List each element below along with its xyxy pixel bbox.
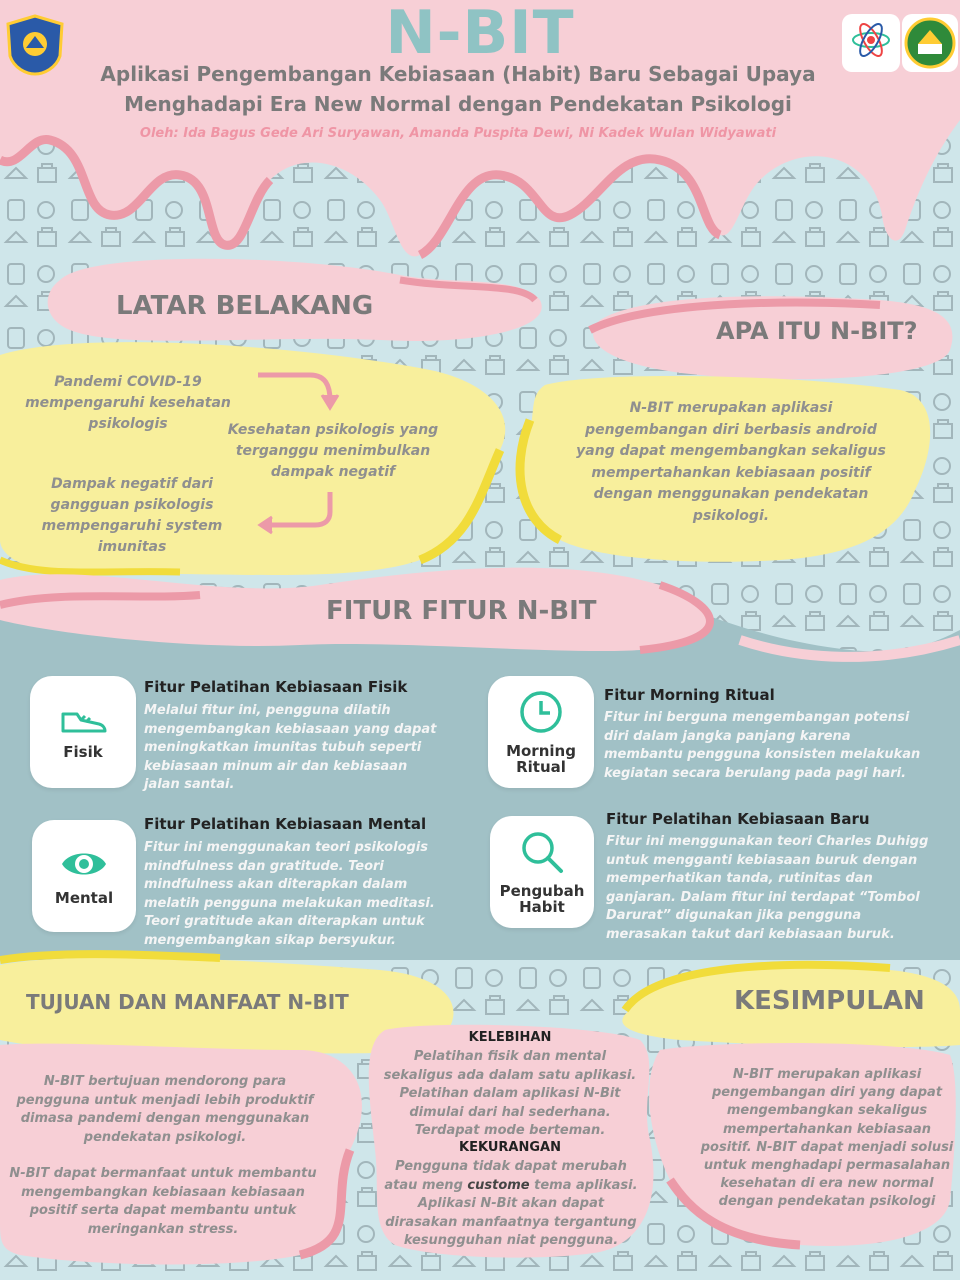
- latar-heading: LATAR BELAKANG: [116, 291, 374, 321]
- app-title: N-BIT: [385, 0, 575, 68]
- subtitle-line-2: Menghadapi Era New Normal dengan Pendekatan Psikologi: [124, 92, 792, 116]
- kekurangan-body-italic: custome: [467, 1177, 530, 1193]
- eye-icon: [60, 846, 108, 882]
- latar-point-2: Kesehatan psikologis yang terganggu menimbulkan dampak negatif: [227, 422, 439, 480]
- clock-icon: [518, 689, 564, 735]
- pengubah-body: Fitur ini menggunakan teori Charles Duhigg untuk mengganti kebiasaan buruk dengan memperhatikan tanda, rutinitas dan ganjaran. Dalam fitur ini terdapat “Tombol Darurat” digunakan jika pengguna merasakan takut dari kebiasaan buruk.: [606, 834, 929, 942]
- kekurangan-body-post: tema aplikasi. Aplikasi N-Bit akan dapat dirasakan manfaatnya tergantung kesungguhan niat pengguna.: [385, 1177, 638, 1248]
- mental-card-label: Mental: [54, 889, 114, 907]
- morning-title: Fitur Morning Ritual: [604, 686, 775, 704]
- kesimpulan-body: N-BIT merupakan aplikasi pengembangan diri yang dapat mengembangkan sekaligus mempertahankan kebiasaan positif. N-BIT dapat menjadi solusi untuk menghadapi permasalahan kesehatan di era new normal dengan pendekatan psikologi: [700, 1067, 954, 1210]
- latar-point-1: Pandemi COVID-19 mempengaruhi kesehatan psikologis: [25, 374, 231, 432]
- magnifier-icon: [519, 829, 565, 875]
- mental-card: [32, 820, 136, 932]
- morning-card-label: Morning Ritual: [506, 742, 576, 776]
- kelebihan-heading: KELEBIHAN: [468, 1030, 552, 1045]
- kesimpulan-heading: KESIMPULAN: [734, 986, 925, 1016]
- shoe-icon: [59, 704, 107, 736]
- fisik-body: Melalui fitur ini, pengguna dilatih mengembangkan kebiasaan yang dapat meningkatkan imunitas tubuh seperti kebiasaan minum air dan kebiasaan jalan santai.: [144, 703, 437, 792]
- pengubah-card: [490, 816, 594, 928]
- mental-title: Fitur Pelatihan Kebiasaan Mental: [144, 815, 427, 833]
- kekurangan-body: [380, 1158, 642, 1251]
- fitur-heading: FITUR FITUR N-BIT: [326, 596, 597, 626]
- fisik-card-label: Fisik: [63, 743, 103, 761]
- authors: Oleh: Ida Bagus Gede Ari Suryawan, Amanda Puspita Dewi, Ni Kadek Wulan Widyawati: [139, 126, 777, 141]
- morning-body: Fitur ini berguna mengembangan potensi diri dalam jangka panjang karena membantu pengguna konsisten melakukan kegiatan secara berulang pada pagi hari.: [604, 710, 921, 781]
- pengubah-card-label: Pengubah Habit: [499, 882, 585, 916]
- tujuan-heading: TUJUAN DAN MANFAAT N-BIT: [26, 990, 349, 1014]
- kelebihan-body-2: Terdapat mode berteman.: [414, 1123, 606, 1138]
- subtitle-line-1: Aplikasi Pengembangan Kebiasaan (Habit) Baru Sebagai Upaya: [100, 62, 816, 86]
- morning-card: [488, 676, 594, 788]
- apa-body: N-BIT merupakan aplikasi pengembangan diri berbasis android yang dapat mengembangkan sekaligus mempertahankan kebiasaan positif dengan menggunakan pendekatan psikologi.: [576, 400, 886, 524]
- latar-point-3: Dampak negatif dari gangguan psikologis mempengaruhi system imunitas: [41, 476, 223, 555]
- tujuan-para-2: N-BIT dapat bermanfaat untuk membantu mengembangkan kebiasaan kebiasaan positif serta dapat membantu untuk meringankan stress.: [9, 1166, 317, 1237]
- mental-body: Fitur ini menggunakan teori psikologis mindfulness dan gratitude. Teori mindfulness akan diterapkan dalam melatih pengguna melakukan meditasi. Teori gratitude akan diterapkan untuk mengembangkan sikap bersyukur.: [144, 840, 435, 948]
- fisik-title: Fitur Pelatihan Kebiasaan Fisik: [144, 678, 408, 696]
- apa-heading: APA ITU N-BIT?: [716, 317, 918, 345]
- fisik-card: [30, 676, 136, 788]
- kekurangan-heading: KEKURANGAN: [459, 1140, 561, 1155]
- kekurangan-body-pre: Pengguna tidak dapat merubah atau meng: [384, 1159, 627, 1193]
- kelebihan-body: Pelatihan fisik dan mental sekaligus ada dalam satu aplikasi. Pelatihan dalam aplikasi N-Bit dimulai dari hal sederhana.: [383, 1049, 637, 1120]
- pengubah-title: Fitur Pelatihan Kebiasaan Baru: [606, 810, 870, 828]
- tujuan-para-1: N-BIT bertujuan mendorong para pengguna untuk menjadi lebih produktif dimasa pandemi dengan menggunakan pendekatan psikologi.: [16, 1074, 314, 1145]
